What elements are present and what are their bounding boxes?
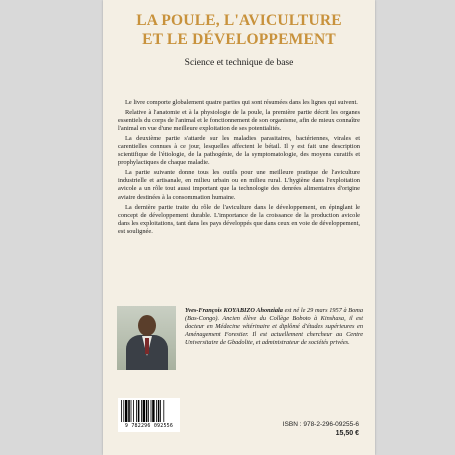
barcode-digits: 9 782296 092556 bbox=[124, 423, 174, 429]
barcode bbox=[118, 398, 180, 432]
paragraph: Relative à l'anatomie et à la physiologie de la poule, la première partie décrit les organes essentiels du corps de l'animal et le fonctionnement de son organisme, afin de mieux connaître l'animal en vue d'une meilleure exploitation de ses potentialités. bbox=[118, 109, 360, 133]
author-photo bbox=[117, 306, 176, 370]
isbn-block bbox=[283, 420, 359, 438]
isbn: ISBN : 978-2-296-09255-6 bbox=[282, 421, 359, 428]
price: 15,50 € bbox=[335, 430, 359, 437]
paragraph: La deuxième partie s'attarde sur les maladies parasitaires, bactériennes, virales et carentielles connues à ce jour, lesquelles affectent le bétail. Il y est fait une description scientifique de l'étiologie, de la pathogénie, de la symptomatologie, des moyens curatifs et prophylactiques de chaque maladie. bbox=[118, 135, 360, 167]
title-line-1: LA POULE, L'AVICULTURE bbox=[136, 12, 342, 29]
paragraph: La partie suivante donne tous les outils pour une meilleure pratique de l'aviculture industrielle et artisanale, en milieu urbain ou en milieu rural. L'hygiène dans l'exploitation avicole a un rôle tout aussi important que la technologie des denrées alimentaires d'origine aviaire destinées à la consommation humaine. bbox=[118, 169, 360, 201]
paragraph: Le livre comporte globalement quatre parties qui sont résumées dans les lignes qui suivent. bbox=[125, 99, 358, 106]
subtitle: Science et technique de base bbox=[184, 58, 294, 68]
paragraph: La dernière partie traite du rôle de l'aviculture dans le développement, en épinglant le concept de développement durable. L'importance de la croissance de la production avicole dans les exploitations, tant dans les pays développés que dans ceux en voie de développement, est soulignée. bbox=[118, 203, 360, 235]
author-bio bbox=[185, 307, 363, 347]
author-name: Yves-François KOYABIZO Ahonziala bbox=[185, 307, 283, 314]
author-bio-text: est né le 29 mars 1957 à Boma (Bas-Congo). Ancien élève du Collège Boboto à Kinshasa, il est docteur en Médecine vétérinaire et diplômé d'études supérieures en Aménagement Forestier. Il est actuellement chercheur au Centre Universitaire de Gbadolite, et administrateur de sociétés privées. bbox=[185, 307, 363, 347]
book-back-cover bbox=[103, 0, 375, 455]
summary-text bbox=[118, 99, 360, 238]
title-line-2: ET LE DÉVELOPPEMENT bbox=[142, 31, 336, 48]
barcode-bars bbox=[121, 400, 177, 422]
